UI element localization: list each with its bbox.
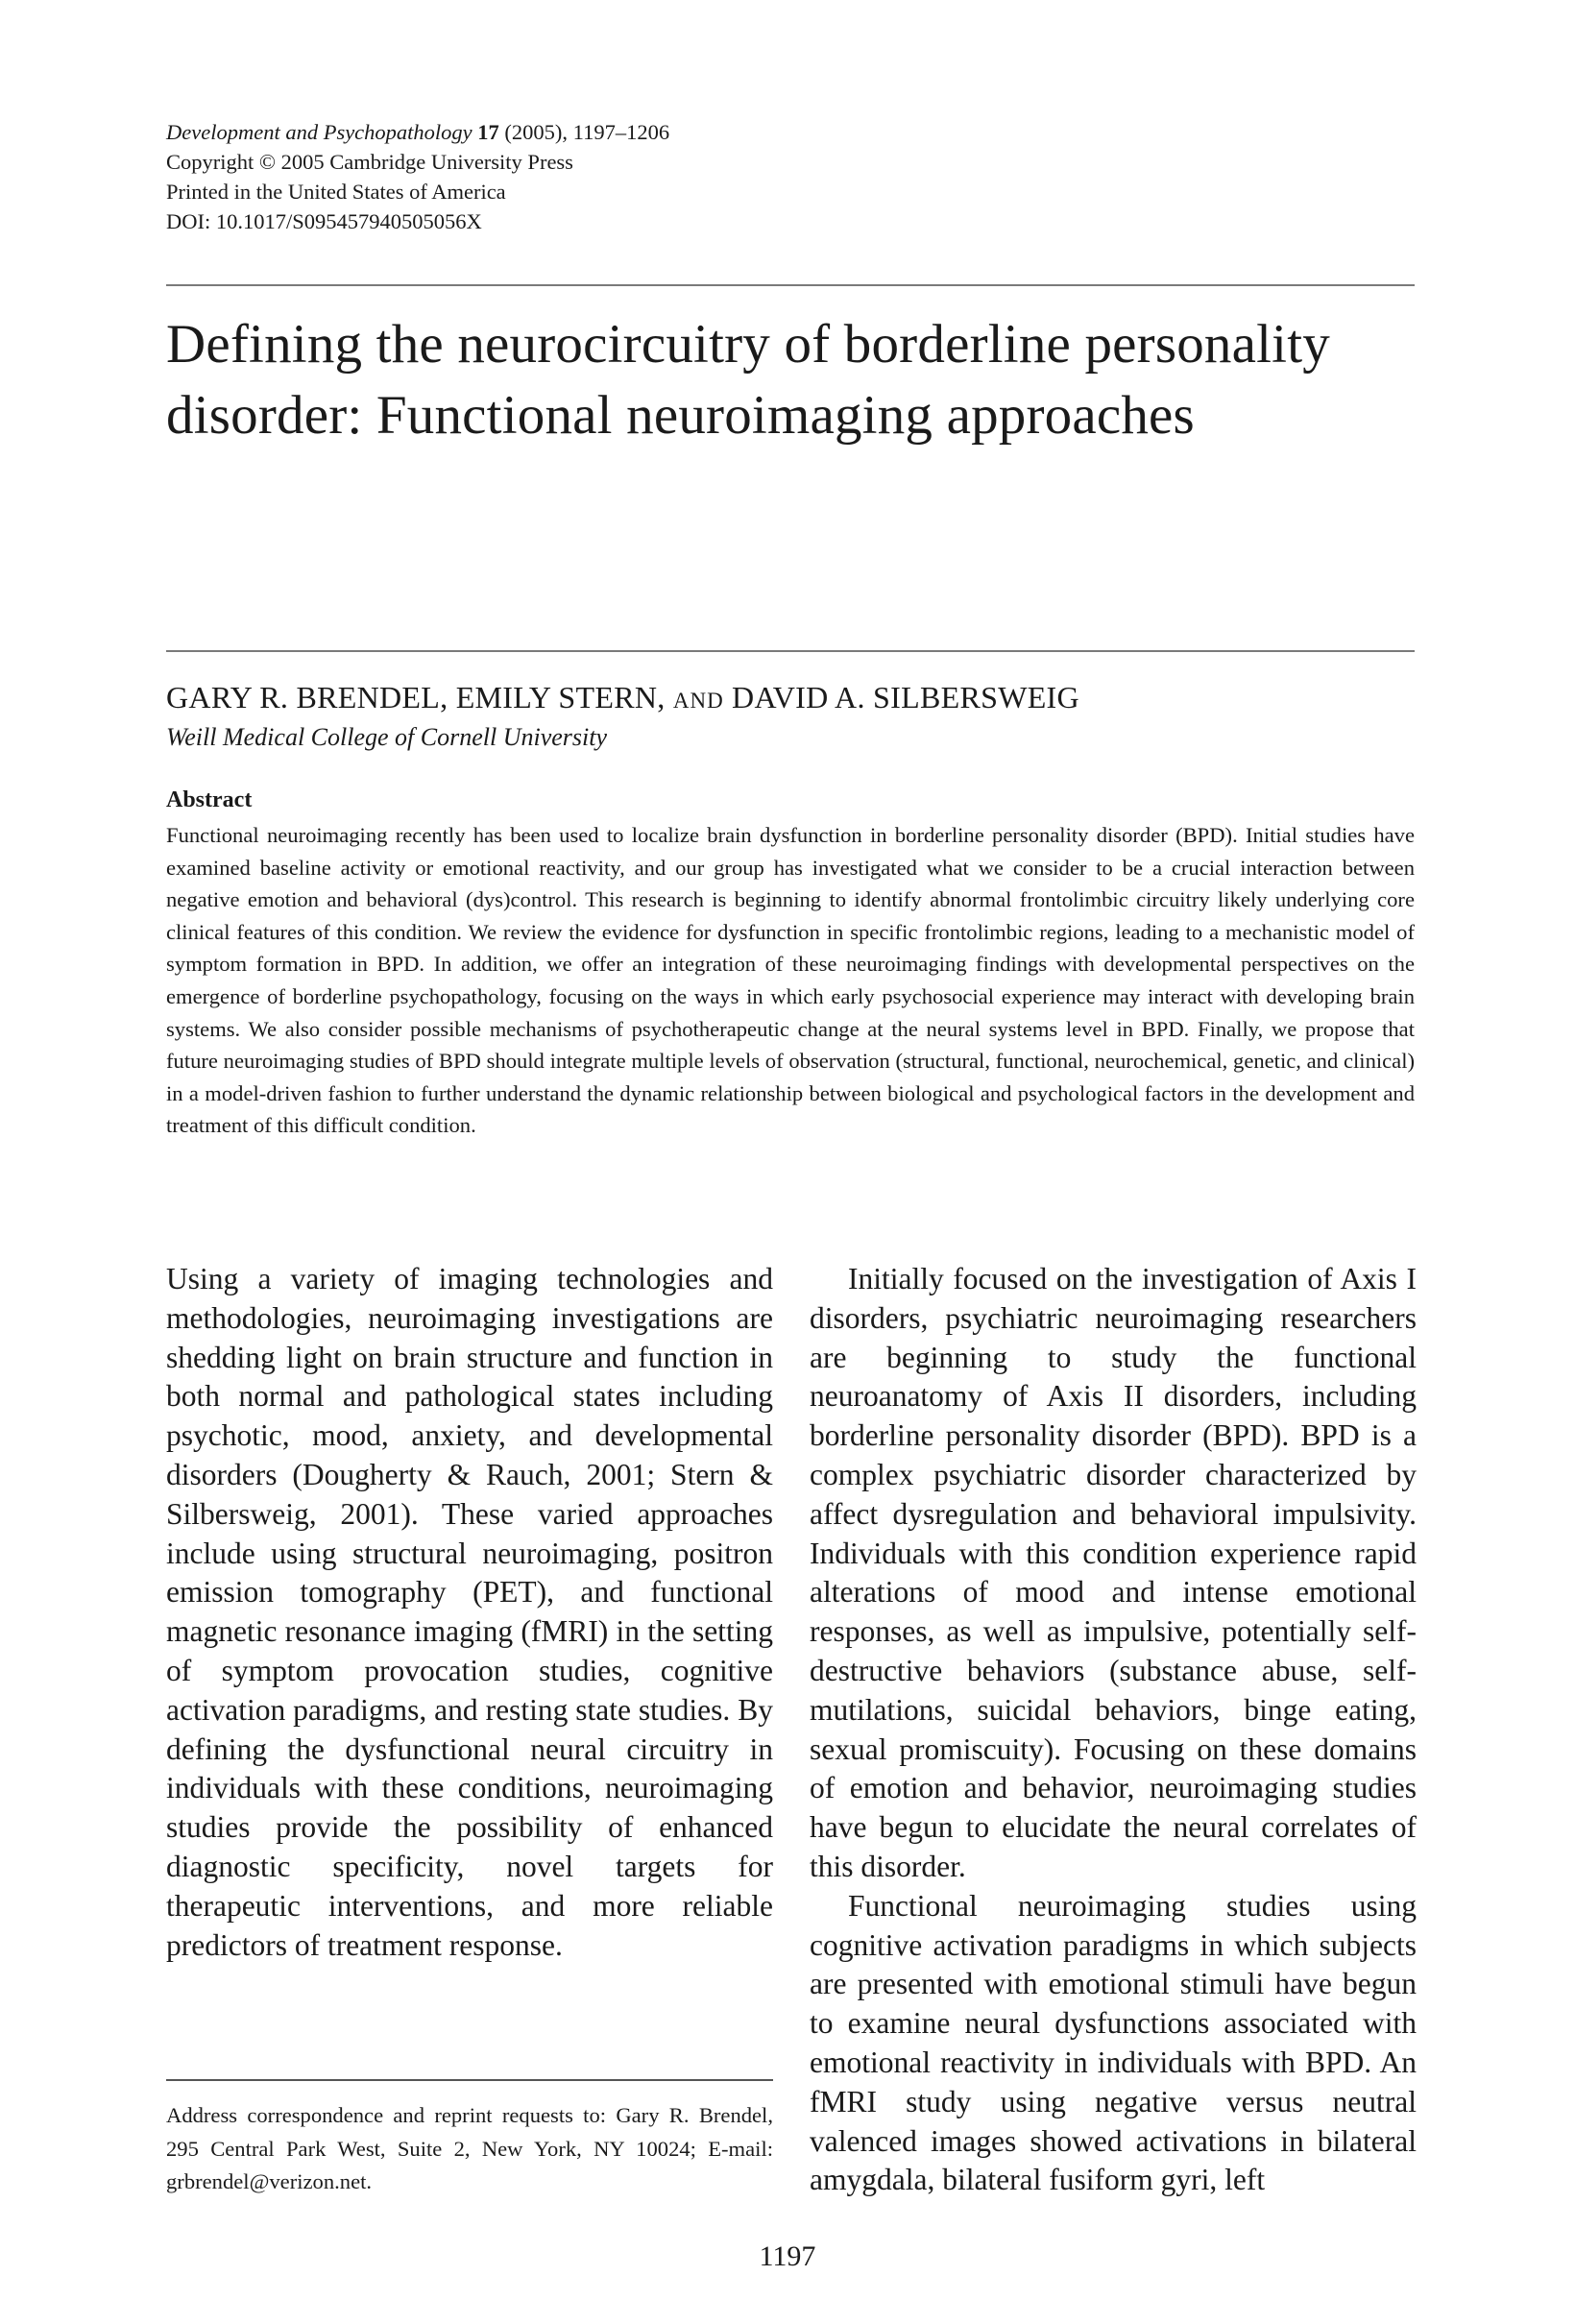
author-names-last: DAVID A. SILBERSWEIG: [732, 680, 1079, 714]
correspondence-footnote: Address correspondence and reprint requests to: Gary R. Brendel, 295 Central Park West, Suite 2, New York, NY 10024; E-mail: grbrendel@verizon.net.: [166, 2103, 773, 2193]
abstract-text: Functional neuroimaging recently has been used to localize brain dysfunction in borderline personality disorder (BPD). Initial studies have examined baseline activity or emotional reactivity, and our group has investigated what we consider to be a crucial interaction between negative emotion and behavioral (dys)control. This research is beginning to identify abnormal frontolimbic circuitry likely underlying core clinical features of this condition. We review the evidence for dysfunction in specific frontolimbic regions, leading to a mechanistic model of symptom formation in BPD. In addition, we offer an integration of these neuroimaging findings with developmental perspectives on the emergence of borderline psychopathology, focusing on the ways in which early psychosocial experience may interact with developing brain systems. We also consider possible mechanisms of psychotherapeutic change at the neural systems level in BPD. Finally, we propose that future neuroimaging studies of BPD should integrate multiple levels of observation (structural, functional, neurochemical, genetic, and clinical) in a model-driven fashion to further understand the dynamic relationship between biological and psychological factors in the development and treatment of this difficult condition.: [166, 823, 1415, 1138]
abstract-section: [166, 787, 1415, 1142]
abstract-heading: Abstract: [166, 787, 253, 812]
volume-number: 17: [477, 120, 499, 144]
doi-line: DOI: 10.1017/S095457940505056X: [166, 209, 482, 233]
citation-line: [166, 117, 669, 147]
journal-header: [166, 117, 669, 236]
author-names-first: GARY R. BRENDEL, EMILY STERN,: [166, 680, 666, 714]
body-paragraph: Functional neuroimaging studies using cognitive activation paradigms in which subjects are presented with emotional stimuli have begun to examine neural dysfunctions associated with emotional reactivity in individuals with BPD. An fMRI study using negative versus neutral valenced images showed activations in bilateral amygdala, bilateral fusiform gyri, left: [810, 1888, 1417, 2197]
author-list: [166, 680, 1079, 715]
body-paragraph: Initially focused on the investigation of Axis I disorders, psychiatric neuroimaging researchers are beginning to study the functional neuroanatomy of Axis II disorders, including borderline personality disorder (BPD). BPD is a complex psychiatric disorder characterized by affect dysregulation and behavioral impulsivity. Individuals with this condition experience rapid alterations of mood and intense emotional responses, as well as impulsive, potentially self-destructive behaviors (substance abuse, self-mutilations, suicidal behaviors, binge eating, sexual promiscuity). Focusing on these domains of emotion and behavior, neuroimaging studies have begun to elucidate the neural correlates of this disorder.: [810, 1262, 1417, 1883]
printed-line: Printed in the United States of America: [166, 180, 506, 204]
body-paragraph: Using a variety of imaging technologies and methodologies, neuroimaging investigations are shedding light on brain structure and function in both normal and pathological states including psychotic, mood, anxiety, and developmental disorders (Dougherty & Rauch, 2001; Stern & Silbersweig, 2001). These varied approaches include using structural neuroimaging, positron emission tomography (PET), and functional magnetic resonance imaging (fMRI) in the setting of symptom provocation studies, cognitive activation paradigms, and resting state studies. By defining the dysfunctional neural circuitry in individuals with these conditions, neuroimaging studies provide the possibility of enhanced diagnostic specificity, novel targets for therapeutic interventions, and more reliable predictors of treatment response.: [166, 1262, 773, 1962]
author-conjunction: AND: [672, 689, 724, 713]
article-title: Defining the neurocircuitry of borderline personality disorder: Functional neuroimaging approaches: [166, 314, 1330, 446]
body-column-left: [166, 1260, 773, 1965]
affiliation: Weill Medical College of Cornell University: [166, 723, 608, 751]
title-divider: [166, 650, 1415, 652]
copyright-line: Copyright © 2005 Cambridge University Press: [166, 150, 573, 174]
body-column-right: [810, 1260, 1417, 2200]
year-pages: (2005), 1197–1206: [504, 120, 670, 144]
page-number: 1197: [759, 2240, 816, 2272]
top-divider: [166, 284, 1415, 286]
journal-name: Development and Psychopathology: [166, 120, 472, 144]
footnote-divider: [166, 2079, 773, 2081]
